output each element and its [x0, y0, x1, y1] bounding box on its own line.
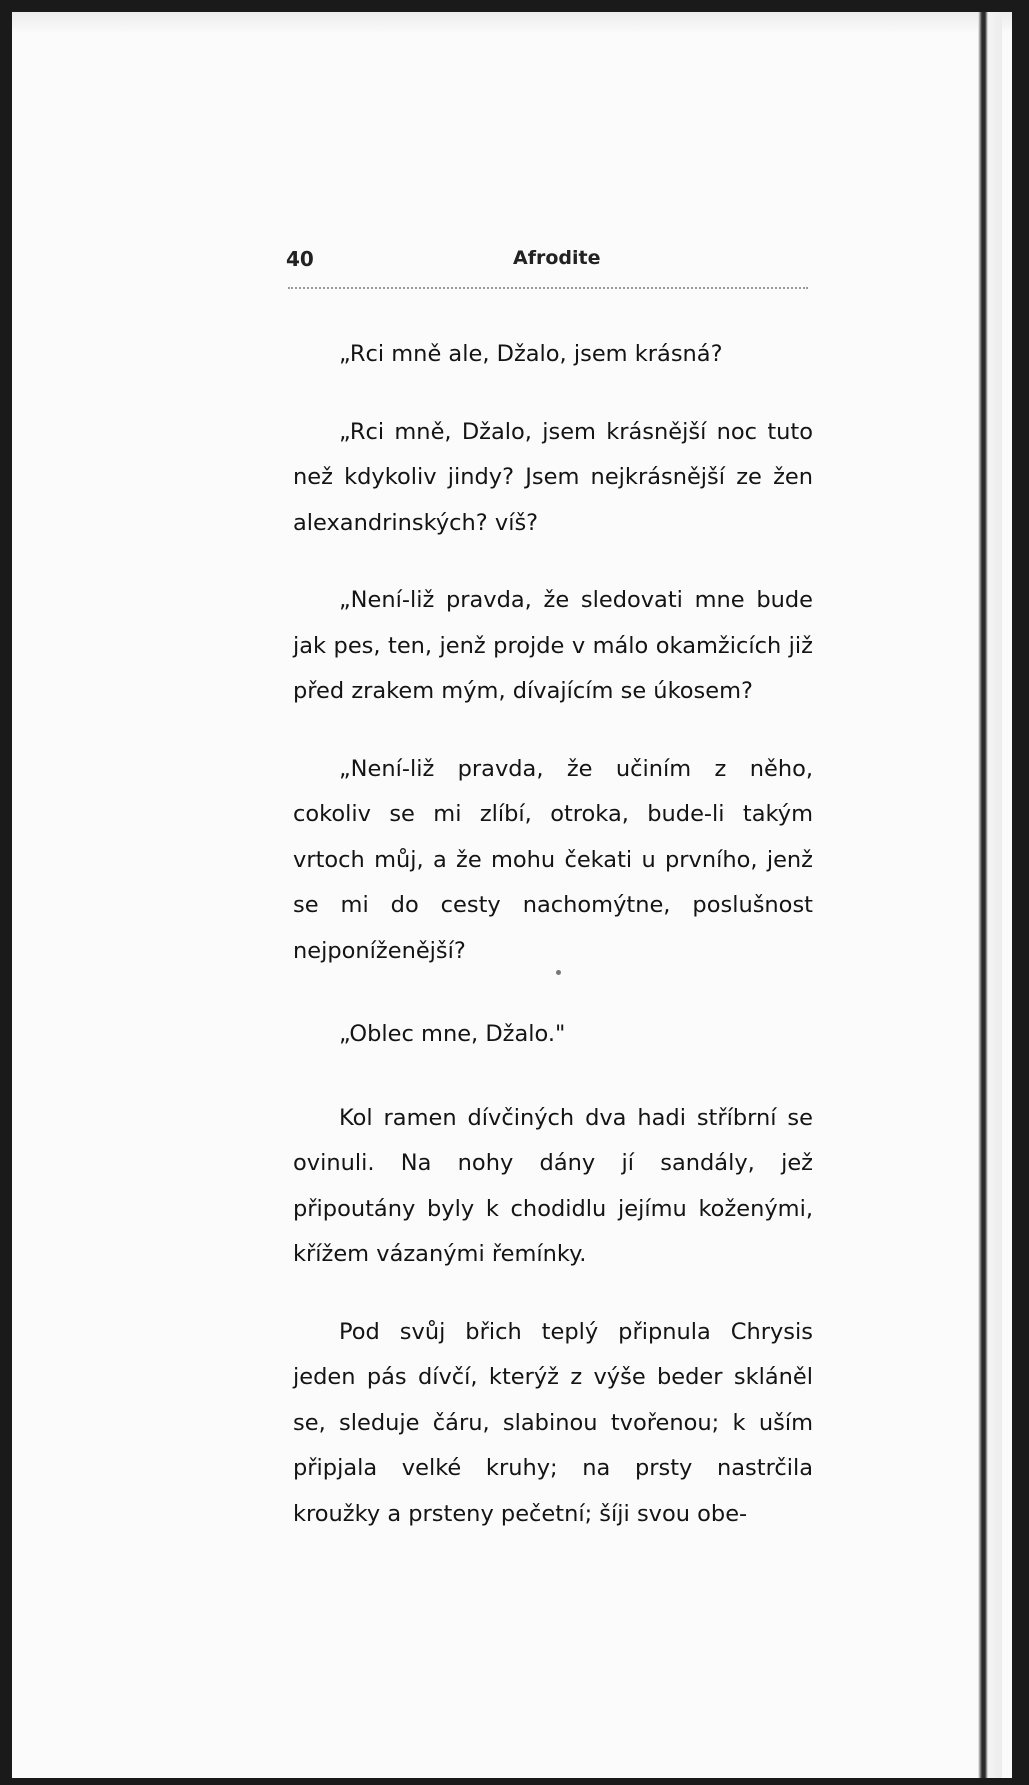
paragraph: „Rci mně ale, Džalo, jsem krásná?: [339, 341, 723, 367]
paragraph: „Oblec mne, Džalo.": [339, 1021, 566, 1047]
paragraph: Kol ramen dívčiných dva hadi stříbrní se ovinuli. Na nohy dány jí sandály, jež připoutány byly k chodidlu jejímu koženými, křížem vázanými řemínky.: [293, 1104, 813, 1267]
page-number: 40: [286, 247, 314, 271]
header-rule: [288, 287, 808, 289]
page-top-shadow: [12, 12, 1012, 34]
page-binding-edge: [978, 12, 1002, 1778]
page-header: [276, 247, 816, 287]
paragraph: „Rci mně, Džalo, jsem krásnější noc tuto než kdykoliv jindy? Jsem nejkrásnější ze žen alexandrinských? víš?: [293, 418, 813, 536]
paragraph: Pod svůj břich teplý připnula Chrysis jeden pás dívčí, kterýž z výše beder skláněl se, sleduje čáru, slabinou tvořenou; k uším připjala velké kruhy; na prsty nastrčila kroužky a prsteny pečetní; šíji svou obe-: [293, 1318, 813, 1527]
ink-speck: [556, 970, 561, 975]
body-text: [293, 332, 813, 1537]
book-page: [12, 12, 1012, 1778]
paragraph: „Není-liž pravda, že učiním z něho, cokoliv se mi zlíbí, otroka, bude-li takým vrtoch můj, a že mohu čekati u prvního, jenž se mi do cesty nachomýtne, poslušnost nejponíženější?: [293, 755, 813, 964]
running-title: Afrodite: [513, 247, 601, 269]
paragraph: „Není-liž pravda, že sledovati mne bude jak pes, ten, jenž projde v málo okamžicích již před zrakem mým, dívajícím se úkosem?: [293, 587, 813, 704]
